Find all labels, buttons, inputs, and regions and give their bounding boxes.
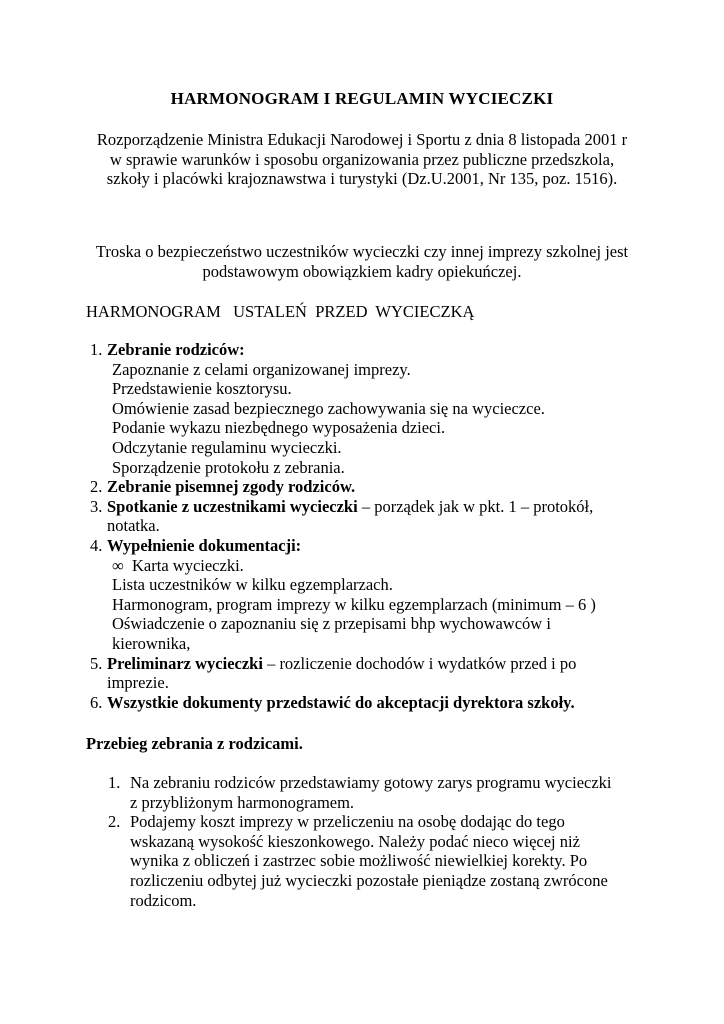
item-continuation: z przybliżonym harmonogramem. — [130, 792, 355, 812]
item-title: Zebranie rodziców: — [107, 340, 245, 359]
item-number: 1. — [90, 340, 103, 359]
decree-line: w sprawie warunków i sposobu organizowania przez publiczne przedszkola, — [109, 149, 615, 169]
item-number: 2. — [90, 477, 103, 497]
sub-item: Odczytanie regulaminu wycieczki. — [112, 437, 342, 457]
item-number: 6. — [90, 692, 103, 712]
item-title: Wypełnienie dokumentacji: — [107, 535, 302, 555]
list-item — [90, 497, 650, 536]
document-title: HARMONOGRAM I REGULAMIN WYCIECZKI — [170, 89, 554, 108]
list-item — [90, 693, 650, 713]
schedule-heading: HARMONOGRAM USTALEŃ PRZED WYCIECZKĄ — [86, 302, 475, 321]
safety-line: Troska o bezpieczeństwo uczestników wycieczki czy innej imprezy szkolnej jest — [95, 242, 629, 261]
item-continuation: wskazaną wysokość kieszonkowego. Należy podać nieco więcej niż — [130, 831, 580, 851]
item-title: Wszystkie dokumenty przedstawić do akceptacji dyrektora szkoły. — [107, 692, 575, 712]
item-title: Zebranie pisemnej zgody rodziców. — [107, 477, 356, 497]
item-text: Na zebraniu rodziców przedstawiamy gotowy zarys programu wycieczki — [130, 773, 612, 792]
item-continuation: imprezie. — [107, 673, 169, 693]
list-item — [90, 654, 650, 693]
item-number: 2. — [108, 812, 121, 832]
item-continuation: rozliczeniu odbytej już wycieczki pozostałe pieniądze zostaną zwrócone — [130, 870, 608, 890]
sub-item: Zapoznanie z celami organizowanej imprezy. — [112, 359, 411, 379]
list-item — [90, 477, 650, 497]
meeting-list — [108, 773, 648, 910]
infinity-bullet-icon: ∞ — [112, 555, 124, 575]
item-text: – porządek jak w pkt. 1 – protokół, — [357, 496, 594, 516]
item-number: 4. — [90, 535, 103, 555]
item-text: – rozliczenie dochodów i wydatków przed i po — [262, 653, 577, 673]
list-item — [108, 773, 648, 812]
item-continuation: rodzicom. — [130, 890, 197, 910]
safety-paragraph — [60, 242, 664, 281]
item-text: Podajemy koszt imprezy w przeliczeniu na osobę dodając do tego — [130, 812, 565, 832]
sub-item: Sporządzenie protokołu z zebrania. — [112, 457, 345, 477]
sub-item: Omówienie zasad bezpiecznego zachowywania się na wycieczce. — [112, 398, 545, 418]
meeting-heading: Przebieg zebrania z rodzicami. — [86, 734, 303, 753]
list-item — [108, 812, 648, 910]
item-continuation: wynika z obliczeń i zastrzec sobie możliwość niewielkiej korekty. Po — [130, 851, 588, 871]
list-item — [90, 340, 650, 477]
list-item — [90, 536, 650, 654]
sub-item: Przedstawienie kosztorysu. — [112, 379, 292, 399]
schedule-list — [90, 340, 650, 712]
sub-item: Podanie wykazu niezbędnego wyposażenia dzieci. — [112, 418, 446, 438]
decree-line: Rozporządzenie Ministra Edukacji Narodowej i Sportu z dnia 8 listopada 2001 r — [96, 130, 628, 149]
item-title: Preliminarz wycieczki — [107, 653, 263, 673]
sub-item: Harmonogram, program imprezy w kilku egzemplarzach (minimum – 6 ) — [112, 594, 596, 614]
sub-item: Karta wycieczki. — [132, 555, 244, 575]
item-number: 1. — [108, 773, 121, 792]
item-continuation: notatka. — [107, 516, 160, 536]
item-number: 3. — [90, 496, 103, 516]
safety-line: podstawowym obowiązkiem kadry opiekuńczej. — [202, 261, 522, 281]
sub-item: Lista uczestników w kilku egzemplarzach. — [112, 575, 393, 595]
decree-paragraph — [60, 130, 664, 189]
sub-item: Oświadczenie o zapoznaniu się z przepisami bhp wychowawców i — [112, 614, 551, 634]
item-title: Spotkanie z uczestnikami wycieczki — [107, 496, 358, 516]
decree-line: szkoły i placówki krajoznawstwa i turystyki (Dz.U.2001, Nr 135, poz. 1516). — [106, 169, 618, 189]
sub-item: kierownika, — [112, 633, 191, 653]
item-number: 5. — [90, 653, 103, 673]
